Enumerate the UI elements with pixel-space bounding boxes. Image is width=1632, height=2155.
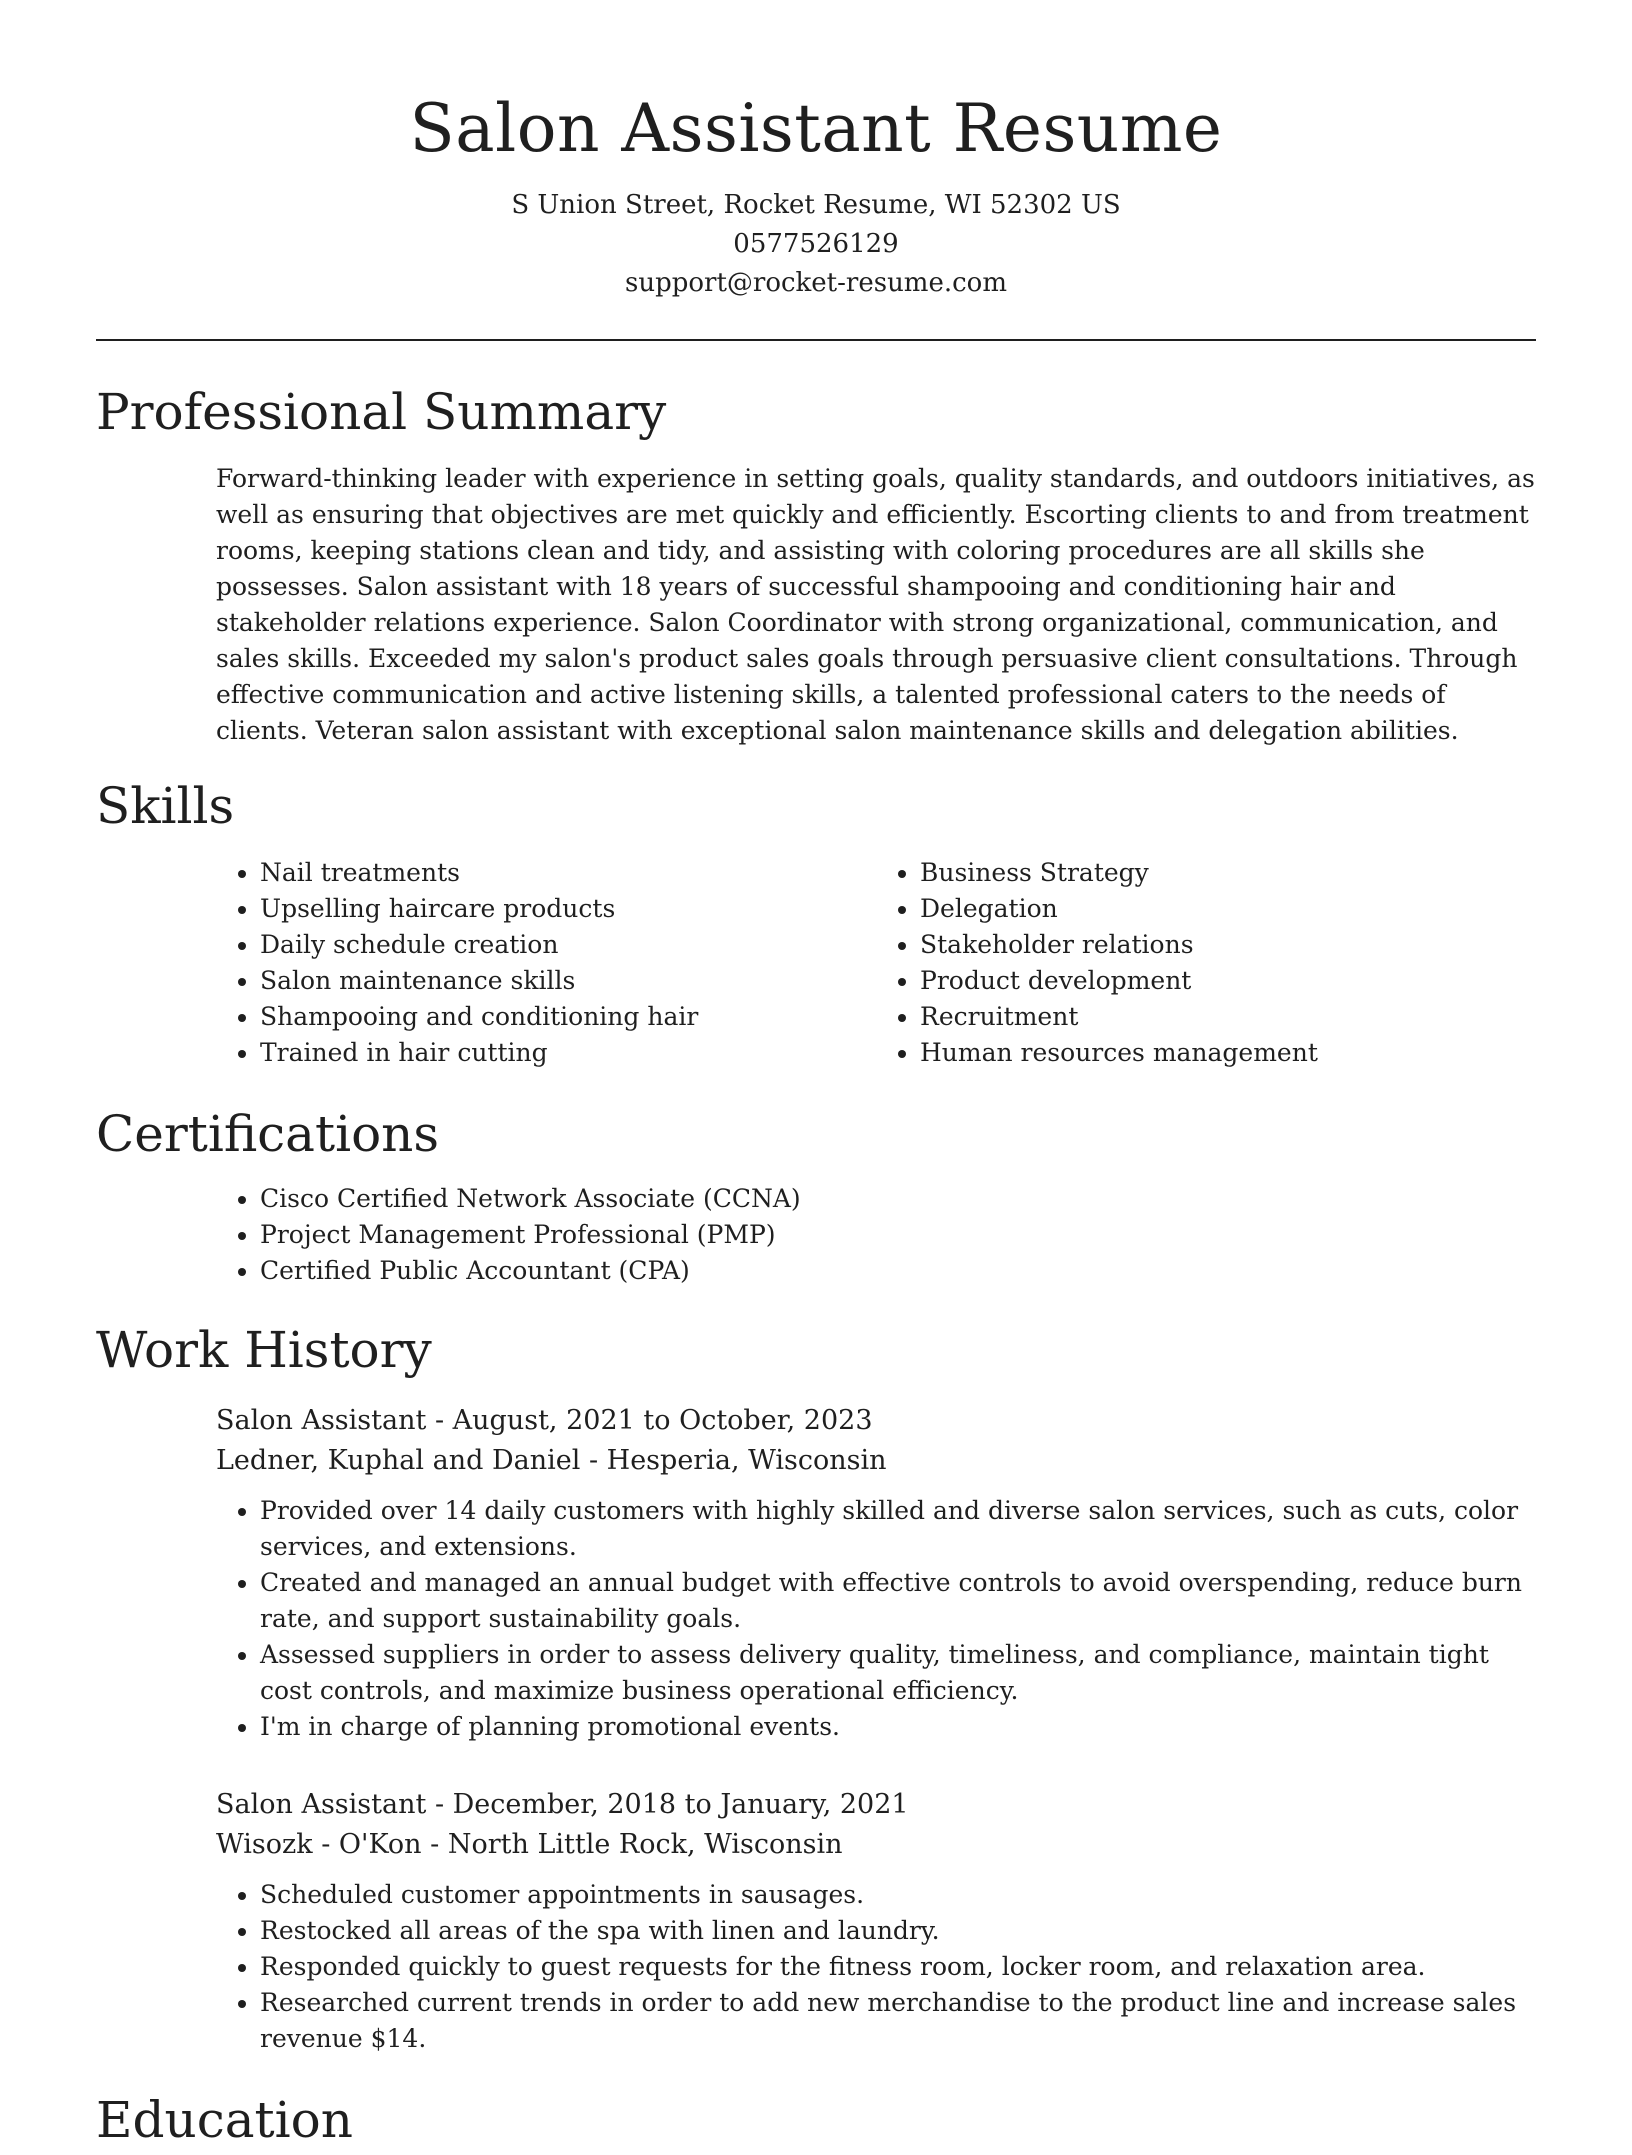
skills-list-right [876, 855, 1536, 1071]
job-title: Salon Assistant [216, 1789, 427, 1820]
job-bullet: • Provided over 14 daily customers with highly skilled and diverse salon services, such as cuts, color services, and extensions. [260, 1493, 1536, 1565]
job-title-line [216, 1401, 1536, 1441]
summary-text: Forward-thinking leader with experience in setting goals, quality standards, and outdoors initiatives, as well as ensuring that objectives are met quickly and efficiently. Escorting clients to and from treatment rooms, keeping stations clean and tidy, and assisting with coloring procedures are all skills she possesses. Salon assistant with 18 years of successful shampooing and conditioning hair and stakeholder relations experience. Salon Coordinator with strong organizational, communication, and sales skills. Exceeded my salon's product sales goals through persuasive client consultations. Through effective communication and active listening skills, a talented professional caters to the needs of clients. Veteran salon assistant with exceptional salon maintenance skills and delegation abilities. [216, 464, 1535, 745]
job-bullet: • Scheduled customer appointments in sausages. [260, 1877, 1536, 1913]
certification-item: • Cisco Certified Network Associate (CCNA) [260, 1181, 1536, 1217]
job-entry [216, 1785, 1536, 2057]
contact-address: S Union Street, Rocket Resume, WI 52302 US [511, 190, 1121, 220]
skills-columns [216, 855, 1536, 1071]
header-divider [96, 339, 1536, 341]
skill-item: • Business Strategy [920, 855, 1536, 891]
skill-item: • Product development [920, 963, 1536, 999]
contact-email: support@rocket-resume.com [624, 268, 1007, 298]
job-dates: August, 2021 to October, 2023 [452, 1405, 873, 1436]
certification-item: • Project Management Professional (PMP) [260, 1217, 1536, 1253]
skill-item: • Stakeholder relations [920, 927, 1536, 963]
skill-item: • Delegation [920, 891, 1536, 927]
job-dates: December, 2018 to January, 2021 [452, 1789, 909, 1820]
resume-page [96, 0, 1536, 2155]
job-bullet: • Restocked all areas of the spa with linen and laundry. [260, 1913, 1536, 1949]
certifications-section [96, 1099, 1536, 1289]
skill-item: • Upselling haircare products [260, 891, 876, 927]
certifications-heading: Certifications [96, 1105, 440, 1163]
contact-phone: 0577526129 [733, 229, 899, 259]
job-company: Wisozk - O'Kon [216, 1829, 422, 1860]
job-location: North Little Rock, Wisconsin [447, 1829, 843, 1860]
education-heading: Education [96, 2091, 353, 2149]
summary-heading: Professional Summary [96, 383, 667, 441]
skill-item: • Recruitment [920, 999, 1536, 1035]
job-entry [216, 1401, 1536, 1745]
skill-item: • Salon maintenance skills [260, 963, 876, 999]
skill-item: • Human resources management [920, 1035, 1536, 1071]
job-title: Salon Assistant [216, 1405, 427, 1436]
separator: - [426, 1789, 453, 1820]
job-bullet: • I'm in charge of planning promotional events. [260, 1709, 1536, 1745]
education-section [96, 2085, 1536, 2155]
certifications-list [216, 1181, 1536, 1289]
job-company: Ledner, Kuphal and Daniel [216, 1445, 581, 1476]
work-history-section [96, 1315, 1536, 2057]
job-bullet: • Researched current trends in order to add new merchandise to the product line and increase sales revenue $14. [260, 1985, 1536, 2057]
skills-section [96, 771, 1536, 1071]
job-bullets [216, 1877, 1536, 2057]
skills-list-left [216, 855, 876, 1071]
skill-item: • Daily schedule creation [260, 927, 876, 963]
summary-section [96, 377, 1536, 749]
separator: - [426, 1405, 453, 1436]
skill-item: • Shampooing and conditioning hair [260, 999, 876, 1035]
separator: - [421, 1829, 448, 1860]
job-bullet: • Created and managed an annual budget with effective controls to avoid overspending, reduce burn rate, and support sustainability goals. [260, 1565, 1536, 1637]
job-title-line [216, 1785, 1536, 1825]
separator: - [580, 1445, 607, 1476]
job-bullet: • Responded quickly to guest requests for the fitness room, locker room, and relaxation area. [260, 1949, 1536, 1985]
skill-item: • Nail treatments [260, 855, 876, 891]
certification-item: • Certified Public Accountant (CPA) [260, 1253, 1536, 1289]
contact-block [96, 186, 1536, 303]
skills-heading: Skills [96, 777, 235, 835]
work-history-heading: Work History [96, 1321, 432, 1379]
skill-item: • Trained in hair cutting [260, 1035, 876, 1071]
job-company-line [216, 1441, 1536, 1481]
job-bullet: • Assessed suppliers in order to assess delivery quality, timeliness, and compliance, maintain tight cost controls, and maximize business operational efficiency. [260, 1637, 1536, 1709]
job-location: Hesperia, Wisconsin [606, 1445, 887, 1476]
job-company-line [216, 1825, 1536, 1865]
job-bullets [216, 1493, 1536, 1745]
resume-title: Salon Assistant Resume [409, 90, 1223, 167]
